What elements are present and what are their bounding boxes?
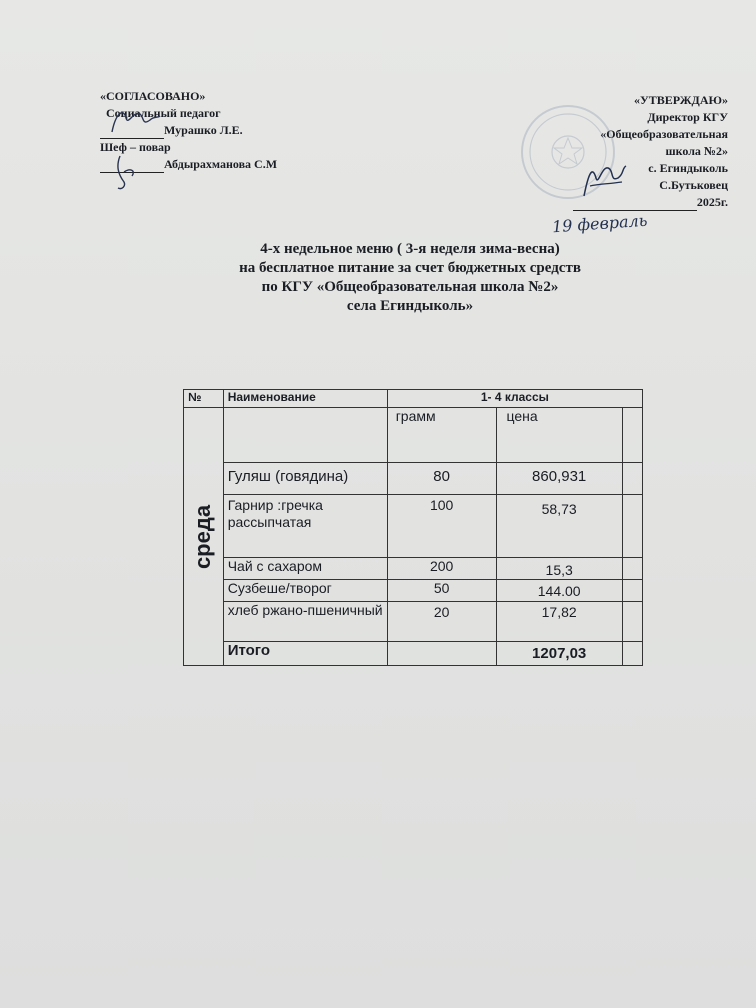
heading-line3: по КГУ «Общеобразовательная школа №2»	[261, 279, 559, 295]
social-teacher-name: Мурашко Л.Е.	[164, 123, 243, 137]
dish-name: хлеб ржано-пшеничный	[223, 602, 387, 642]
header-name: Наименование	[223, 390, 387, 408]
subheader-row	[184, 408, 643, 463]
director-name: С.Бутьковец	[659, 178, 728, 192]
extra-column-cell	[622, 580, 642, 602]
extra-column-cell	[622, 495, 642, 558]
header-number: №	[184, 390, 224, 408]
heading-line2: на бесплатное питание за счет бюджетных средств	[239, 260, 581, 276]
table-row	[184, 463, 643, 495]
dish-price: 144.00	[496, 580, 622, 602]
signature-2	[106, 152, 146, 192]
org-name-line1: «Общеобразовательная	[600, 127, 728, 141]
extra-column-cell	[622, 602, 642, 642]
village-name: с. Егиндыколь	[648, 161, 728, 175]
signature-1	[104, 104, 164, 138]
extra-column-cell	[622, 408, 642, 463]
agreed-title: «СОГЛАСОВАНО»	[100, 89, 206, 103]
org-name-line2: школа №2»	[665, 144, 728, 158]
dish-gram: 20	[387, 602, 496, 642]
dish-gram: 80	[387, 463, 496, 495]
social-teacher-role: Социальный педагог	[106, 106, 221, 120]
subheader-empty	[223, 408, 387, 463]
dish-name: Гарнир :гречка рассыпчатая	[223, 495, 387, 558]
dish-name: Чай с сахаром	[223, 558, 387, 580]
table-row	[184, 602, 643, 642]
dish-gram: 50	[387, 580, 496, 602]
extra-column-cell	[622, 558, 642, 580]
subheader-price: цена	[496, 408, 622, 463]
approved-title: «УТВЕРЖДАЮ»	[633, 93, 728, 107]
subheader-gram: грамм	[387, 408, 496, 463]
chef-role: Шеф – повар	[100, 140, 171, 154]
heading-line4: села Егиндыколь»	[346, 298, 474, 314]
dish-gram: 100	[387, 495, 496, 558]
day-cell	[184, 408, 224, 666]
heading-line1: 4-х недельное меню ( 3-я неделя зима-весна)	[260, 241, 560, 257]
dish-price: 860,931	[496, 463, 622, 495]
header-grades: 1- 4 классы	[387, 390, 642, 408]
menu-table	[183, 389, 643, 666]
dish-price: 15,3	[496, 558, 622, 580]
table-row	[184, 580, 643, 602]
extra-column-cell	[622, 463, 642, 495]
day-label: среда	[190, 504, 216, 569]
dish-price: 17,82	[496, 602, 622, 642]
total-row	[184, 642, 643, 666]
chef-name: Абдырахманова С.М	[164, 157, 278, 171]
menu-heading	[150, 240, 670, 316]
table-row	[184, 558, 643, 580]
dish-gram: 200	[387, 558, 496, 580]
approval-year: 2025г.	[696, 195, 728, 209]
total-label: Итого	[223, 642, 387, 666]
table-header-row	[184, 390, 643, 408]
dish-name: Сузбеше/творог	[223, 580, 387, 602]
dish-name: Гуляш (говядина)	[223, 463, 387, 495]
total-gram-empty	[387, 642, 496, 666]
director-role: Директор КГУ	[647, 110, 728, 124]
extra-column-cell	[622, 642, 642, 666]
dish-price: 58,73	[496, 495, 622, 558]
handwritten-date: 19 февраль	[551, 210, 648, 237]
table-row	[184, 495, 643, 558]
total-value: 1207,03	[496, 642, 622, 666]
director-signature	[578, 156, 630, 202]
